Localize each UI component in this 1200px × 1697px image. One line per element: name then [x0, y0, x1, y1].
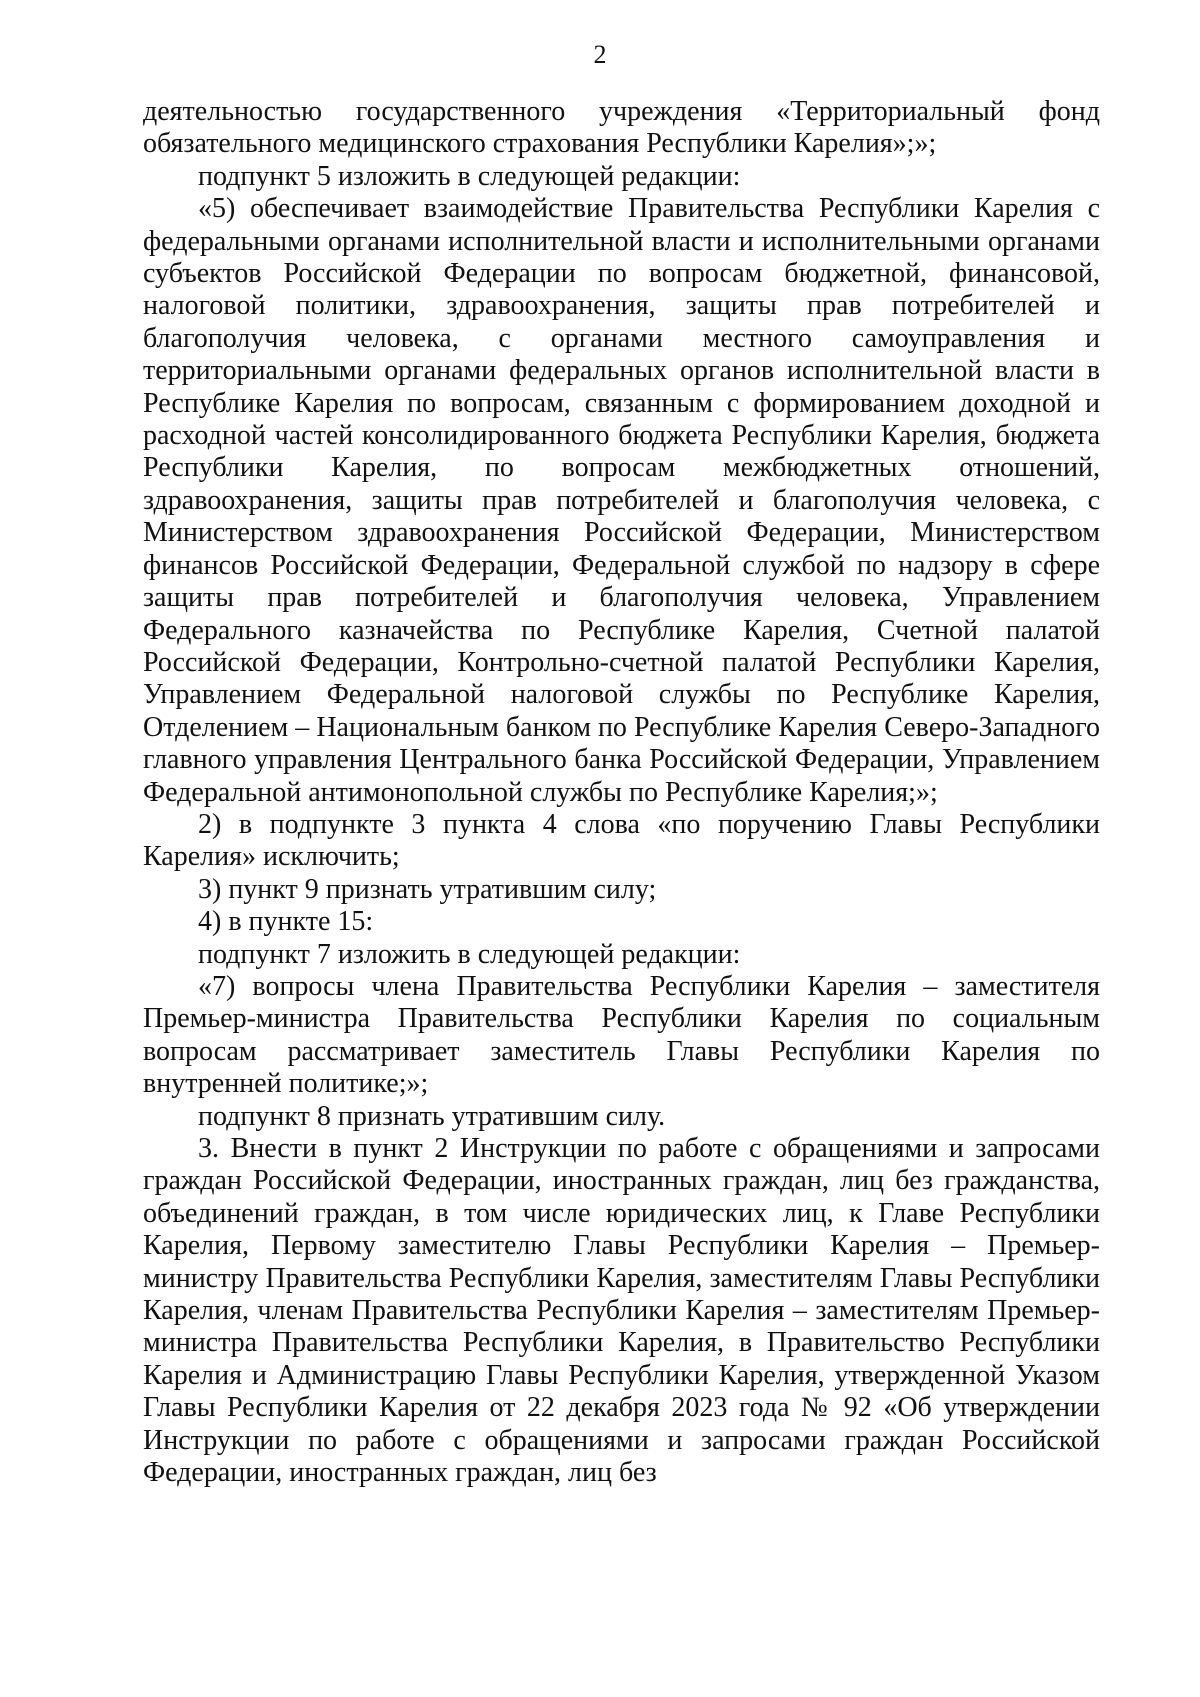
paragraph: подпункт 7 изложить в следующей редакции:	[198, 938, 741, 970]
paragraph: 4) в пункте 15:	[198, 906, 374, 938]
paragraph: «7) вопросы члена Правительства Республики Карелия – заместителя Премьер-министра Правительства Республики Карелия по социальным вопросам рассматривает заместитель Главы Республики Карелия по внутренней политике;»;	[143, 970, 1100, 1100]
document-body	[143, 96, 1100, 1489]
paragraph: подпункт 8 признать утратившим силу.	[198, 1100, 666, 1132]
paragraph: 2) в подпункте 3 пункта 4 слова «по поручению Главы Республики Карелия» исключить;	[143, 808, 1100, 873]
paragraph: деятельностью государственного учреждения «Территориальный фонд обязательного медицинского страхования Республики Карелия»;»;	[143, 96, 1100, 160]
paragraph: «5) обеспечивает взаимодействие Правительства Республики Карелия с федеральными органами исполнительной власти и исполнительными органами субъектов Российской Федерации по вопросам бюджетной, финансовой, налоговой политики, здравоохранения, защиты прав потребителей и благополучия человека, с органами местного самоуправления и территориальными органами федеральных органов исполнительной власти в Республике Карелия по вопросам, связанным с формированием доходной и расходной частей консолидированного бюджета Республики Карелия, бюджета Республики Карелия, по вопросам межбюджетных отношений, здравоохранения, защиты прав потребителей и благополучия человека, с Министерством здравоохранения Российской Федерации, Министерством финансов Российской Федерации, Федеральной службой по надзору в сфере защиты прав потребителей и благополучия человека, Управлением Федерального казначейства по Республике Карелия, Счетной палатой Российской Федерации, Контрольно-счетной палатой Республики Карелия, Управлением Федеральной налоговой службы по Республике Карелия, Отделением – Национальным банком по Республике Карелия Северо-Западного главного управления Центрального банка Российской Федерации, Управлением Федеральной антимонопольной службы по Республике Карелия;»;	[143, 193, 1100, 808]
page-number: 2	[593, 40, 607, 69]
paragraph: 3) пункт 9 признать утратившим силу;	[198, 873, 657, 905]
paragraph: подпункт 5 изложить в следующей редакции:	[198, 160, 741, 192]
paragraph: 3. Внести в пункт 2 Инструкции по работе с обращениями и запросами граждан Российской Федерации, иностранных граждан, лиц без гражданства, объединений граждан, в том числе юридических лиц, к Главе Республики Карелия, Первому заместителю Главы Республики Карелия – Премьер-министру Правительства Республики Карелия, заместителям Главы Республики Карелия, членам Правительства Республики Карелия – заместителям Премьер-министра Правительства Республики Карелия, в Правительство Республики Карелия и Администрацию Главы Республики Карелия, утвержденной Указом Главы Республики Карелия от 22 декабря 2023 года № 92 «Об утверждении Инструкции по работе с обращениями и запросами граждан Российской Федерации, иностранных граждан, лиц без	[143, 1133, 1100, 1489]
